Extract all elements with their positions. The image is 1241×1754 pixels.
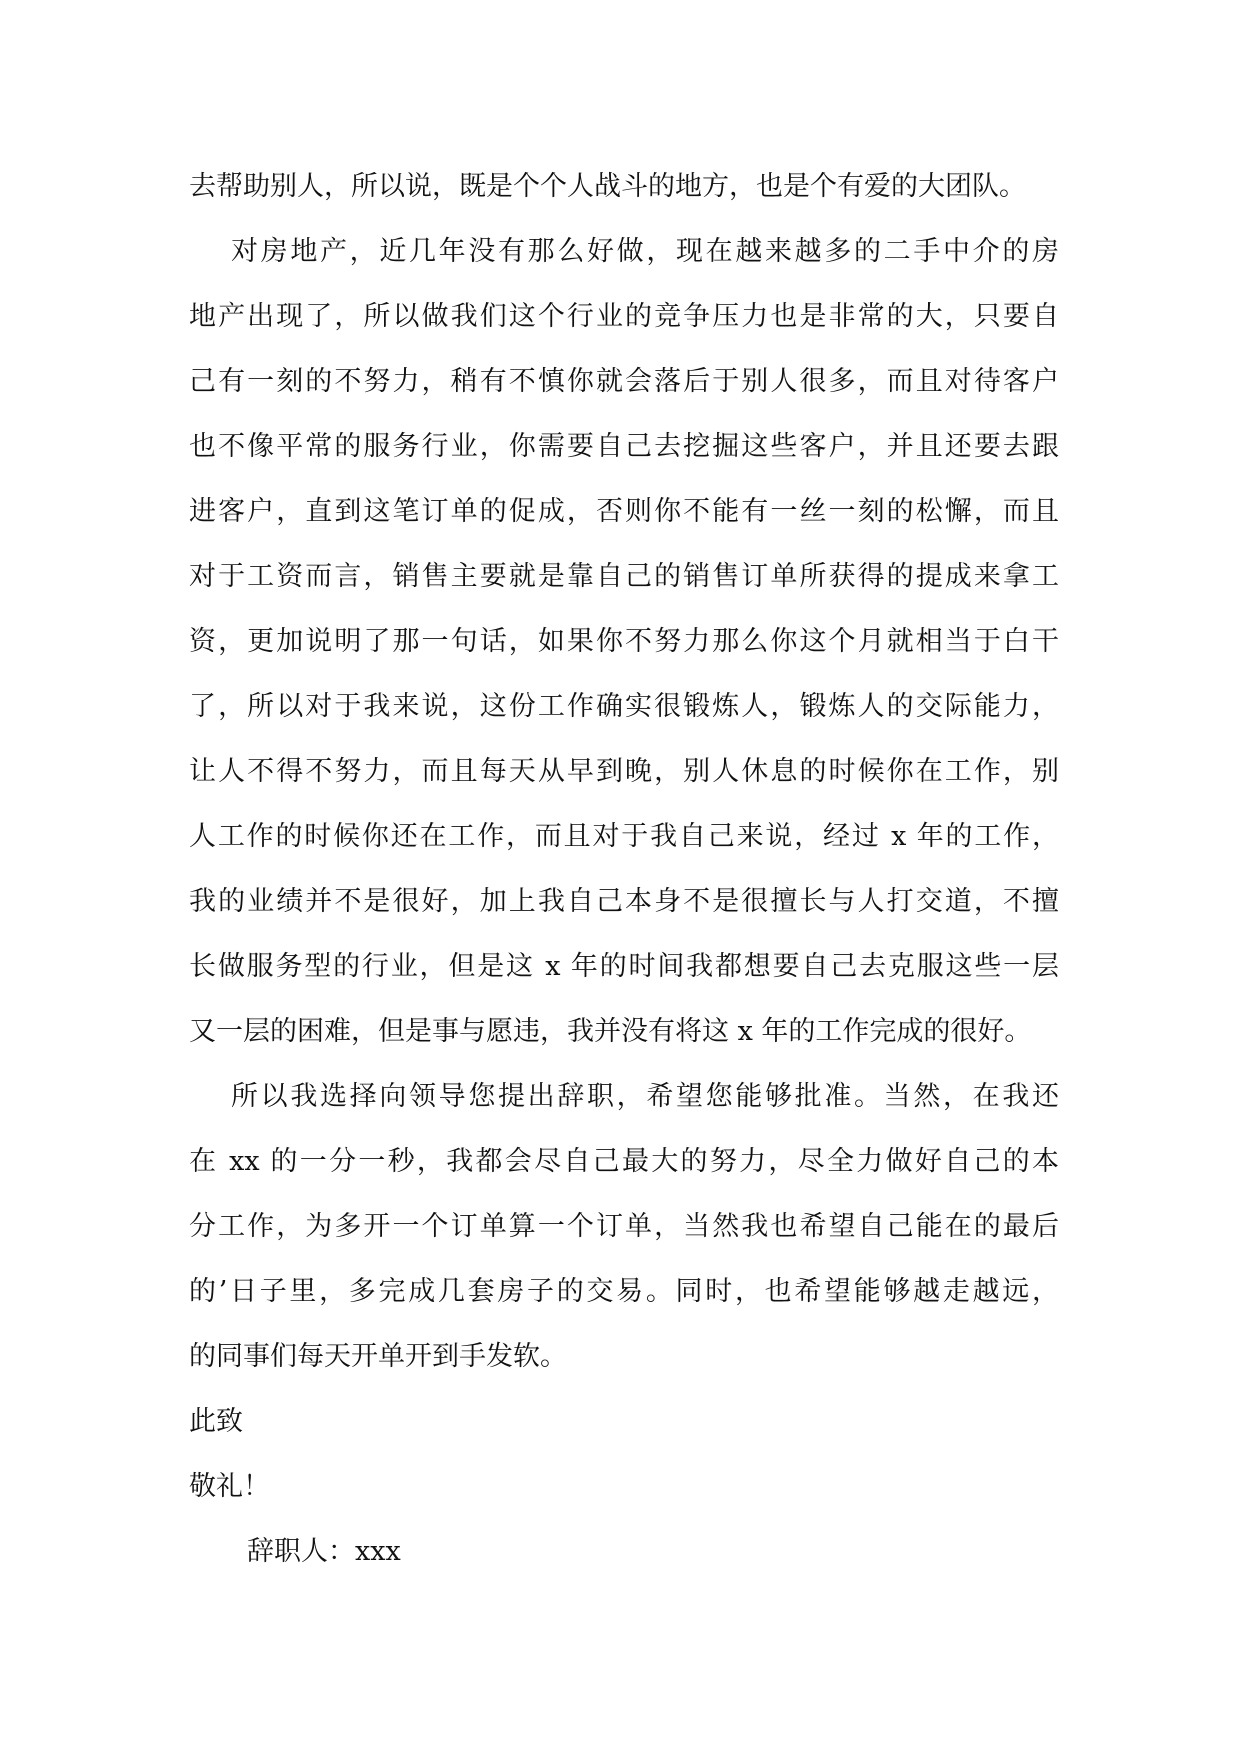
- letter-body: [189, 154, 1059, 1584]
- text-line: 我的业绩并不是很好，加上我自己本身不是很擅长与人打交道，不擅: [189, 886, 1059, 917]
- text-line: 资，更加说明了那一句话，如果你不努力那么你这个月就相当于白干: [189, 626, 1059, 657]
- text-line: 人工作的时候你还在工作，而且对于我自己来说，经过 x 年的工作，: [189, 821, 1059, 852]
- letter-paragraphs: [189, 154, 1059, 1389]
- closing-regards: 敬礼！: [189, 1471, 270, 1502]
- text-line: 所以我选择向领导您提出辞职，希望您能够批准。当然，在我还: [231, 1081, 1059, 1112]
- text-line: 的’日子里，多完成几套房子的交易。同时，也希望能够越走越远，: [189, 1276, 1059, 1307]
- text-line: 进客户，直到这笔订单的促成，否则你不能有一丝一刻的松懈，而且: [189, 496, 1059, 527]
- closing-salutation: 此致: [189, 1406, 243, 1437]
- signature-line: 辞职人：xxx: [247, 1536, 401, 1567]
- text-line: 地产出现了，所以做我们这个行业的竞争压力也是非常的大，只要自: [189, 301, 1059, 332]
- text-line: 的同事们每天开单开到手发软。: [189, 1341, 567, 1372]
- text-line: 也不像平常的服务行业，你需要自己去挖掘这些客户，并且还要去跟: [189, 431, 1059, 462]
- text-line: 对于工资而言，销售主要就是靠自己的销售订单所获得的提成来拿工: [189, 561, 1059, 592]
- text-line: 又一层的困难，但是事与愿违，我并没有将这 x 年的工作完成的很好。: [189, 1016, 1032, 1047]
- text-line: 了，所以对于我来说，这份工作确实很锻炼人，锻炼人的交际能力，: [189, 691, 1059, 722]
- text-line: 去帮助别人，所以说，既是个个人战斗的地方，也是个有爱的大团队。: [189, 171, 1026, 202]
- text-line: 长做服务型的行业，但是这 x 年的时间我都想要自己去克服这些一层: [189, 951, 1059, 982]
- text-line: 对房地产，近几年没有那么好做，现在越来越多的二手中介的房: [231, 236, 1059, 267]
- text-line: 在 xx 的一分一秒，我都会尽自己最大的努力，尽全力做好自己的本: [189, 1146, 1059, 1177]
- text-line: 己有一刻的不努力，稍有不慎你就会落后于别人很多，而且对待客户: [189, 366, 1059, 397]
- text-line: 让人不得不努力，而且每天从早到晚，别人休息的时候你在工作，别: [189, 756, 1059, 787]
- text-line: 分工作，为多开一个订单算一个订单，当然我也希望自己能在的最后: [189, 1211, 1059, 1242]
